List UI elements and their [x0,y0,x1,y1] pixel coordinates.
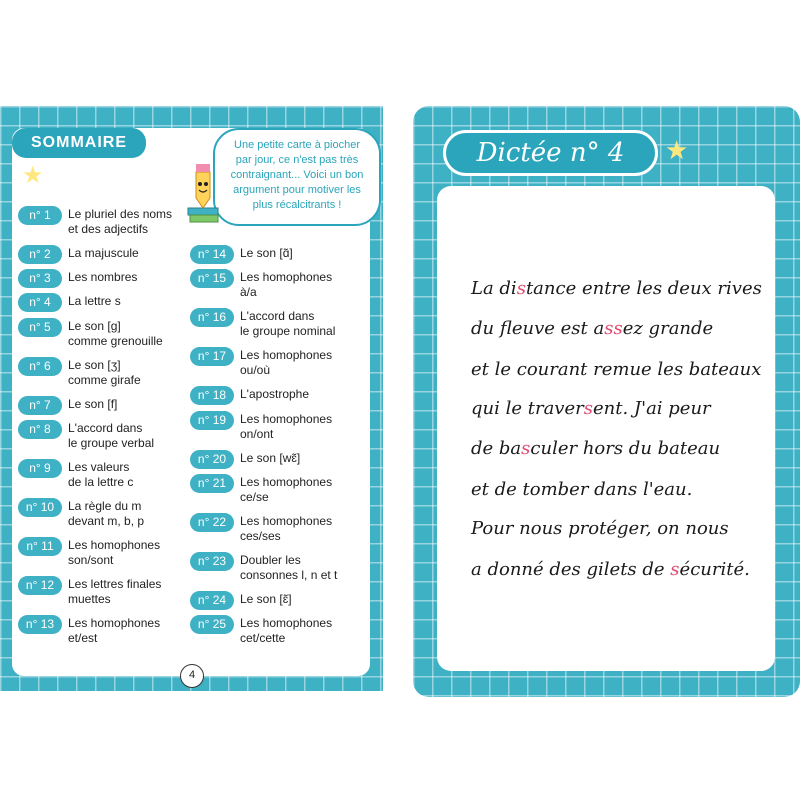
entry-title: Les lettres finales muettes [68,577,162,606]
dictee-title: Dictée n° 4 [443,130,658,176]
dictee-card-page [413,106,800,697]
star-icon: ★ [22,162,44,189]
sommaire-entry [18,615,160,646]
entry-title: Le son [ɑ̃] [240,246,293,260]
page-number: 4 [180,664,204,688]
highlighted-letters: s [516,278,526,299]
sommaire-entry [18,576,161,607]
entry-title: Les homophones et/est [68,616,161,645]
star-icon: ★ [665,135,689,165]
entry-title: Les nombres [68,270,138,284]
entry-title: Le son [ɛ̃] [240,592,292,606]
entry-title: Le son [wɛ̃] [240,451,301,465]
entry-title: Les homophones son/sont [68,538,161,567]
sommaire-entry [18,459,133,490]
dictee-text-segment: écurité. [679,559,750,580]
entry-title: Les homophones ou/où [240,348,333,377]
dictee-line [471,518,729,539]
entry-number-badge: n° 7 [18,396,62,415]
entry-number-badge: n° 23 [190,552,234,571]
dictee-text-segment: Pour nous protéger, on nous [471,518,729,539]
sommaire-entry [190,591,292,610]
sommaire-entry [190,552,337,583]
sommaire-entry [190,411,332,442]
dictee-text-segment: du fleuve est a [471,318,605,339]
dictee-text-segment: culer hors du bateau [530,438,721,459]
entry-number-badge: n° 8 [18,420,62,439]
highlighted-letters: s [521,438,531,459]
sommaire-entry [190,269,332,300]
speech-bubble: Une petite carte à piocher par jour, ce n'est pas très contraignant... Voici un bon argument pour motiver les plus récalcitrants ! [213,128,381,226]
dictee-text-segment: et le courant remue les bateaux [471,359,762,380]
entry-title: Les homophones ces/ses [240,514,333,543]
sommaire-entry [18,420,154,451]
entry-title: La lettre s [68,294,121,308]
entry-title: L'accord dans le groupe verbal [68,421,155,450]
entry-title: Le son [f] [68,397,118,411]
sommaire-entry [18,357,141,388]
entry-number-badge: n° 25 [190,615,234,634]
entry-number-badge: n° 4 [18,293,62,312]
entry-number-badge: n° 15 [190,269,234,288]
entry-title: Les homophones cet/cette [240,616,333,645]
dictee-line [471,278,762,299]
entry-number-badge: n° 9 [18,459,62,478]
dictee-line [471,359,761,380]
dictee-text-segment: qui le traver [471,398,584,419]
entry-number-badge: n° 24 [190,591,234,610]
entry-number-badge: n° 5 [18,318,62,337]
entry-title: Le son [ʒ] comme girafe [68,358,141,387]
entry-title: Les homophones à/a [240,270,333,299]
dictee-line [471,479,692,500]
entry-number-badge: n° 12 [18,576,62,595]
dictee-line [471,559,750,580]
entry-number-badge: n° 16 [190,308,234,327]
entry-title: L'accord dans le groupe nominal [240,309,336,338]
entry-title: Le son [g] comme grenouille [68,319,163,348]
sommaire-entry [190,245,293,264]
entry-title: Le pluriel des noms et des adjectifs [68,207,173,236]
entry-number-badge: n° 13 [18,615,62,634]
dictee-text-segment: tance entre les deux rives [525,278,762,299]
entry-number-badge: n° 20 [190,450,234,469]
dictee-text-segment: ez grande [622,318,714,339]
sommaire-entry [190,615,332,646]
highlighted-letters: ss [604,318,623,339]
sommaire-entry [190,474,332,505]
entry-title: L'apostrophe [240,387,310,401]
dictee-line [471,438,720,459]
entry-number-badge: n° 19 [190,411,234,430]
entry-title: Les valeurs de la lettre c [68,460,134,489]
entry-title: Doubler les consonnes l, n et t [240,553,338,582]
dictee-text-segment: a donné des gilets de [471,559,671,580]
sommaire-entry [18,269,137,288]
sommaire-entry [190,450,300,469]
sommaire-entry [18,245,139,264]
entry-number-badge: n° 17 [190,347,234,366]
sommaire-entry [18,206,172,237]
highlighted-letters: s [583,398,593,419]
sommaire-entry [18,396,117,415]
entry-title: Les homophones on/ont [240,412,333,441]
dictee-text-segment: et de tomber dans l'eau. [471,479,693,500]
sommaire-entry [190,347,332,378]
sommaire-entry [190,308,335,339]
entry-number-badge: n° 11 [18,537,62,556]
dictee-line [471,318,713,339]
sommaire-entry [18,537,160,568]
entry-number-badge: n° 10 [18,498,62,517]
entry-number-badge: n° 22 [190,513,234,532]
sommaire-entry [190,386,309,405]
entry-number-badge: n° 2 [18,245,62,264]
dictee-text-segment: de ba [471,438,522,459]
sommaire-heading: SOMMAIRE [12,128,146,158]
entry-title: Les homophones ce/se [240,475,333,504]
entry-number-badge: n° 18 [190,386,234,405]
entry-number-badge: n° 3 [18,269,62,288]
entry-number-badge: n° 21 [190,474,234,493]
sommaire-entry [18,498,144,529]
entry-number-badge: n° 14 [190,245,234,264]
pencil-mascot-icon [186,158,220,224]
sommaire-entry [190,513,332,544]
dictee-line [471,398,711,419]
sommaire-entry [18,318,163,349]
dictee-text-card [437,186,775,671]
highlighted-letters: s [670,559,680,580]
sommaire-entry [18,293,121,312]
entry-title: La majuscule [68,246,139,260]
entry-number-badge: n° 1 [18,206,62,225]
entry-number-badge: n° 6 [18,357,62,376]
entry-title: La règle du m devant m, b, p [68,499,145,528]
sommaire-page [0,106,383,691]
dictee-text-segment: ent. J'ai peur [592,398,711,419]
dictee-text-segment: La di [471,278,517,299]
